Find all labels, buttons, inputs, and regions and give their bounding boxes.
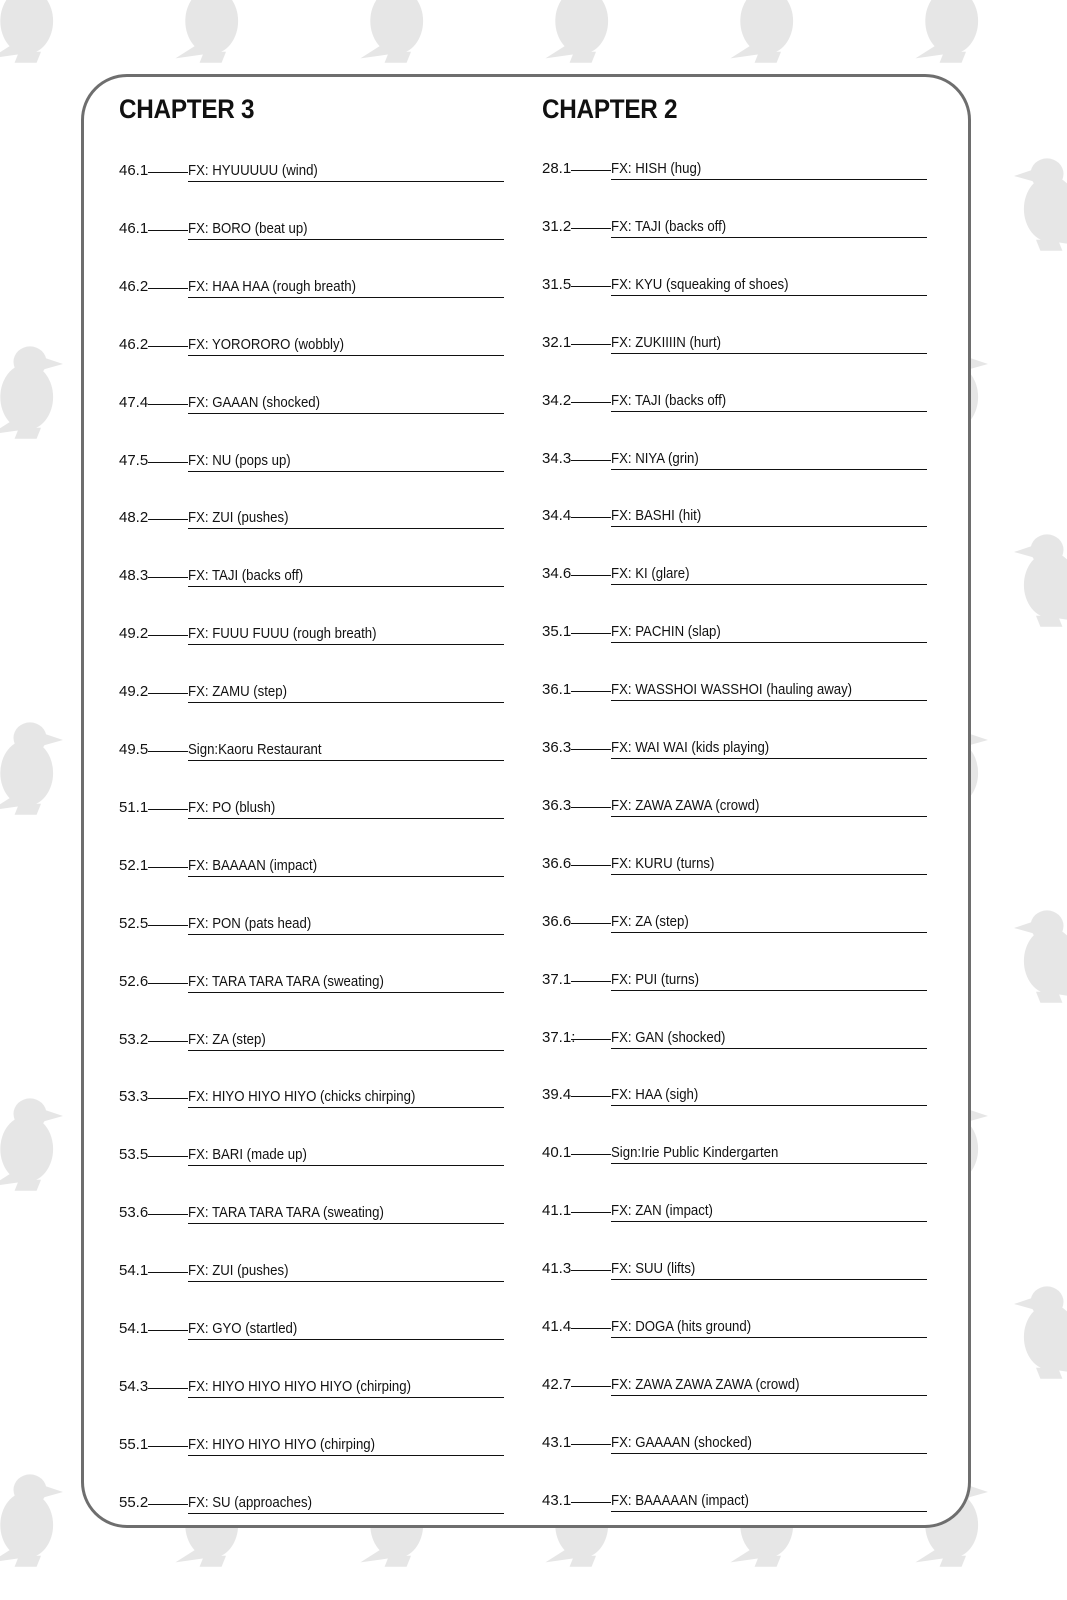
fx-description: FX: NIYA (grin) xyxy=(611,449,699,467)
fx-description: FX: TARA TARA TARA (sweating) xyxy=(188,1204,384,1222)
fx-description: FX: TAJI (backs off) xyxy=(188,567,304,585)
leader-line xyxy=(571,517,611,518)
fx-description: Sign:Kaoru Restaurant xyxy=(188,741,322,758)
fx-entry xyxy=(542,965,927,991)
fx-entry xyxy=(119,967,504,993)
fx-description: FX: TAJI (backs off) xyxy=(611,391,727,409)
entry-underline xyxy=(188,818,504,819)
entry-underline xyxy=(188,528,504,529)
page-number: 34.2 xyxy=(542,391,572,409)
fx-description: FX: ZAWA ZAWA (crowd) xyxy=(611,796,760,814)
fx-entry xyxy=(542,907,927,933)
leader-line xyxy=(571,633,611,634)
page-number: 43.1 xyxy=(542,1491,572,1509)
fx-description: FX: KI (glare) xyxy=(611,565,690,583)
leader-line xyxy=(148,1214,188,1215)
leader-line xyxy=(571,1444,611,1445)
page-number: 36.3 xyxy=(542,739,572,756)
fx-description: FX: BAAAAN (impact) xyxy=(188,856,318,874)
fx-entry xyxy=(542,444,927,470)
leader-line xyxy=(148,1330,188,1331)
entry-underline xyxy=(611,1453,927,1454)
fx-description: FX: HIYO HIYO HIYO (chirping) xyxy=(188,1435,376,1453)
page-number: 54.1 xyxy=(119,1262,149,1280)
fx-description: FX: TAJI (backs off) xyxy=(611,217,727,235)
page-number: 48.3 xyxy=(119,567,149,585)
leader-line xyxy=(571,344,611,345)
entry-underline xyxy=(611,1511,927,1512)
fx-entry xyxy=(542,1486,927,1512)
leader-line xyxy=(148,809,188,810)
fx-description: FX: GAAAAN (shocked) xyxy=(611,1433,752,1451)
fx-entry xyxy=(119,909,504,935)
page-number: 34.4 xyxy=(542,507,572,525)
leader-line xyxy=(571,228,611,229)
entry-underline xyxy=(611,816,927,817)
fx-entry xyxy=(119,1025,504,1051)
entry-underline xyxy=(611,526,927,527)
fx-entry xyxy=(542,733,927,759)
page-number: 37.1 xyxy=(542,970,572,988)
page-number: 41.1 xyxy=(542,1202,572,1220)
leader-line xyxy=(571,807,611,808)
fx-description: FX: SU (approaches) xyxy=(188,1493,312,1511)
entry-underline xyxy=(611,411,927,412)
fx-description: FX: HISH (hug) xyxy=(611,160,702,177)
page-number: 36.6 xyxy=(542,854,572,872)
page-number: 52.1 xyxy=(119,856,149,874)
fx-description: FX: GAN (shocked) xyxy=(611,1028,726,1046)
fx-description: FX: BORO (beat up) xyxy=(188,219,308,237)
leader-line xyxy=(148,751,188,752)
entry-underline xyxy=(611,1221,927,1222)
fx-description: FX: ZAN (impact) xyxy=(611,1202,713,1220)
page-number: 40.1 xyxy=(542,1144,572,1162)
leader-line xyxy=(148,693,188,694)
entry-underline xyxy=(188,413,504,414)
page-number: 49.2 xyxy=(119,625,149,643)
fx-entry xyxy=(119,619,504,645)
page-number: 31.2 xyxy=(542,217,572,235)
entry-underline xyxy=(188,1339,504,1340)
fx-entry xyxy=(119,1488,504,1514)
entry-underline xyxy=(611,874,927,875)
fx-description: FX: HAA HAA (rough breath) xyxy=(188,277,357,295)
page-number: 41.3 xyxy=(542,1260,572,1278)
fx-entry xyxy=(542,1370,927,1396)
penguin-silhouette xyxy=(545,0,618,63)
leader-line xyxy=(571,1154,611,1155)
entry-underline xyxy=(611,469,927,470)
fx-description: FX: HIYO HIYO HIYO (chicks chirping) xyxy=(188,1088,416,1106)
fx-description: FX: NU (pops up) xyxy=(188,451,291,469)
fx-description: FX: KYU (squeaking of shoes) xyxy=(611,275,789,293)
fx-entry xyxy=(542,617,927,643)
page-number: 34.3 xyxy=(542,449,572,467)
penguin-silhouette xyxy=(1014,534,1067,626)
fx-entry xyxy=(542,1138,927,1164)
entry-underline xyxy=(611,1048,927,1049)
entry-underline xyxy=(188,181,504,182)
fx-entry xyxy=(542,212,927,238)
leader-line xyxy=(148,1272,188,1273)
fx-entry xyxy=(119,1314,504,1340)
fx-description: FX: ZAMU (step) xyxy=(188,683,288,701)
penguin-silhouette xyxy=(0,1474,63,1566)
penguin-silhouette xyxy=(175,0,248,63)
fx-description: FX: PO (blush) xyxy=(188,798,276,816)
leader-line xyxy=(148,577,188,578)
entry-underline xyxy=(188,1223,504,1224)
page-number: 36.6 xyxy=(542,912,572,930)
leader-line xyxy=(571,1270,611,1271)
fx-entry xyxy=(119,1140,504,1166)
leader-line xyxy=(571,286,611,287)
leader-line xyxy=(571,1039,611,1040)
page-number: 46.1 xyxy=(119,219,149,237)
fx-description: FX: ZA (step) xyxy=(611,912,689,930)
entry-underline xyxy=(611,295,927,296)
entry-underline xyxy=(611,1337,927,1338)
fx-entry xyxy=(119,503,504,529)
fx-description: FX: BAAAAAN (impact) xyxy=(611,1491,749,1509)
fx-description: FX: ZUKIIIIN (hurt) xyxy=(611,333,722,351)
penguin-silhouette xyxy=(0,346,63,438)
page-number: 46.2 xyxy=(119,335,149,353)
fx-entry xyxy=(119,851,504,877)
fx-description: FX: WASSHOI WASSHOI (hauling away) xyxy=(611,681,853,699)
page-number: 31.5 xyxy=(542,275,572,293)
entry-underline xyxy=(188,876,504,877)
fx-entry xyxy=(542,791,927,817)
leader-line xyxy=(571,981,611,982)
fx-description: FX: GAAAN (shocked) xyxy=(188,393,321,411)
leader-line xyxy=(148,230,188,231)
fx-description: FX: ZAWA ZAWA ZAWA (crowd) xyxy=(611,1375,800,1393)
fx-entry xyxy=(119,214,504,240)
entry-underline xyxy=(611,353,927,354)
leader-line xyxy=(571,865,611,866)
page-number: 49.5 xyxy=(119,741,149,758)
fx-description: FX: SUU (lifts) xyxy=(611,1260,696,1278)
leader-line xyxy=(148,1156,188,1157)
entry-underline xyxy=(188,1050,504,1051)
leader-line xyxy=(571,1386,611,1387)
entry-underline xyxy=(188,1107,504,1108)
chapter-3-title: CHAPTER 3 xyxy=(119,94,255,124)
entry-underline xyxy=(611,179,927,180)
fx-description: FX: WAI WAI (kids playing) xyxy=(611,739,770,756)
entry-underline xyxy=(188,1513,504,1514)
entry-underline xyxy=(188,1281,504,1282)
fx-entry xyxy=(119,446,504,472)
leader-line xyxy=(148,346,188,347)
fx-entry xyxy=(119,388,504,414)
penguin-silhouette xyxy=(1014,910,1067,1002)
entry-underline xyxy=(188,586,504,587)
fx-entry xyxy=(542,1080,927,1106)
page-number: 37.1: xyxy=(542,1028,576,1046)
fx-description: FX: ZA (step) xyxy=(188,1030,266,1048)
leader-line xyxy=(148,983,188,984)
page-number: 42.7 xyxy=(542,1375,572,1393)
entry-underline xyxy=(188,355,504,356)
fx-description: FX: ZUI (pushes) xyxy=(188,509,289,527)
page-number: 46.1 xyxy=(119,162,149,179)
page-number: 28.1 xyxy=(542,160,572,177)
page-number: 48.2 xyxy=(119,509,149,527)
page-number: 32.1 xyxy=(542,333,572,351)
entry-underline xyxy=(611,642,927,643)
leader-line xyxy=(148,1388,188,1389)
leader-line xyxy=(148,288,188,289)
penguin-silhouette xyxy=(1014,158,1067,250)
penguin-silhouette xyxy=(0,1098,63,1190)
fx-description: FX: HYUUUUU (wind) xyxy=(188,162,318,179)
page-number: 53.2 xyxy=(119,1030,149,1048)
page-number: 49.2 xyxy=(119,683,149,701)
fx-entry xyxy=(119,330,504,356)
page-number: 41.4 xyxy=(542,1318,572,1335)
fx-entry xyxy=(542,1254,927,1280)
entry-underline xyxy=(611,1279,927,1280)
fx-entry xyxy=(119,1082,504,1108)
entry-underline xyxy=(611,237,927,238)
fx-description: FX: TARA TARA TARA (sweating) xyxy=(188,972,384,990)
fx-description: FX: DOGA (hits ground) xyxy=(611,1318,752,1335)
leader-line xyxy=(148,462,188,463)
page-number: 55.1 xyxy=(119,1435,149,1453)
fx-entry xyxy=(119,735,504,761)
fx-entry xyxy=(542,501,927,527)
penguin-silhouette xyxy=(0,0,63,63)
page-number: 55.2 xyxy=(119,1493,149,1511)
page-number: 47.5 xyxy=(119,451,149,469)
leader-line xyxy=(571,1502,611,1503)
fx-entry xyxy=(542,1312,927,1338)
leader-line xyxy=(148,404,188,405)
fx-description: FX: HIYO HIYO HIYO HIYO (chirping) xyxy=(188,1377,411,1395)
leader-line xyxy=(571,460,611,461)
fx-description: FX: HAA (sigh) xyxy=(611,1086,699,1104)
entry-underline xyxy=(611,700,927,701)
page-number: 52.6 xyxy=(119,972,149,990)
page-number: 47.4 xyxy=(119,393,149,411)
fx-entry xyxy=(542,154,927,180)
chapter-2-title: CHAPTER 2 xyxy=(542,94,678,124)
entry-underline xyxy=(188,1455,504,1456)
leader-line xyxy=(148,635,188,636)
entry-underline xyxy=(611,990,927,991)
fx-entry xyxy=(542,328,927,354)
leader-line xyxy=(148,172,188,173)
fx-entry xyxy=(542,1023,927,1049)
leader-line xyxy=(148,1446,188,1447)
fx-entry xyxy=(542,675,927,701)
penguin-silhouette xyxy=(1014,1286,1067,1378)
fx-description: FX: GYO (startled) xyxy=(188,1320,298,1337)
fx-entry xyxy=(542,1196,927,1222)
fx-description: FX: YORORORO (wobbly) xyxy=(188,335,344,353)
leader-line xyxy=(571,402,611,403)
entry-underline xyxy=(611,1395,927,1396)
entry-underline xyxy=(188,702,504,703)
fx-entry xyxy=(542,270,927,296)
leader-line xyxy=(571,749,611,750)
fx-description: FX: PON (pats head) xyxy=(188,914,312,932)
fx-entry xyxy=(542,386,927,412)
leader-line xyxy=(571,1212,611,1213)
entry-underline xyxy=(188,297,504,298)
entry-underline xyxy=(188,644,504,645)
entry-underline xyxy=(188,934,504,935)
fx-entry xyxy=(119,1256,504,1282)
page-number: 54.1 xyxy=(119,1320,149,1337)
page-number: 52.5 xyxy=(119,914,149,932)
leader-line xyxy=(148,1041,188,1042)
page-number: 39.4 xyxy=(542,1086,572,1104)
fx-entry xyxy=(119,1430,504,1456)
fx-entry xyxy=(119,1198,504,1224)
entry-underline xyxy=(188,471,504,472)
leader-line xyxy=(571,1096,611,1097)
page-number: 35.1 xyxy=(542,623,572,641)
entry-underline xyxy=(188,239,504,240)
page-number: 36.3 xyxy=(542,796,572,814)
leader-line xyxy=(571,691,611,692)
page-number: 34.6 xyxy=(542,565,572,583)
fx-entry xyxy=(119,272,504,298)
leader-line xyxy=(571,170,611,171)
leader-line xyxy=(571,923,611,924)
fx-entry xyxy=(542,849,927,875)
page-number: 54.3 xyxy=(119,1377,149,1395)
penguin-silhouette xyxy=(730,0,803,63)
fx-description: FX: BARI (made up) xyxy=(188,1146,307,1164)
fx-description: FX: KURU (turns) xyxy=(611,854,715,872)
entry-underline xyxy=(188,992,504,993)
entry-underline xyxy=(611,584,927,585)
fx-description: FX: ZUI (pushes) xyxy=(188,1262,289,1280)
fx-entry xyxy=(119,677,504,703)
fx-entry xyxy=(119,156,504,182)
leader-line xyxy=(148,867,188,868)
page-number: 46.2 xyxy=(119,277,149,295)
entry-underline xyxy=(188,1165,504,1166)
fx-entry xyxy=(119,793,504,819)
entry-underline xyxy=(188,760,504,761)
fx-description: FX: BASHI (hit) xyxy=(611,507,702,525)
leader-line xyxy=(571,575,611,576)
penguin-silhouette xyxy=(915,0,988,63)
fx-entry xyxy=(542,1428,927,1454)
page-number: 53.3 xyxy=(119,1088,149,1106)
fx-entry xyxy=(119,561,504,587)
entry-underline xyxy=(611,1105,927,1106)
leader-line xyxy=(148,519,188,520)
page-number: 36.1 xyxy=(542,681,572,699)
leader-line xyxy=(148,1504,188,1505)
page-number: 43.1 xyxy=(542,1433,572,1451)
leader-line xyxy=(148,925,188,926)
fx-description: FX: FUUU FUUU (rough breath) xyxy=(188,625,377,643)
page-number: 51.1 xyxy=(119,798,149,816)
page-number: 53.6 xyxy=(119,1204,149,1222)
entry-underline xyxy=(611,932,927,933)
fx-description: FX: PUI (turns) xyxy=(611,970,700,988)
penguin-silhouette xyxy=(0,722,63,814)
fx-entry xyxy=(542,559,927,585)
entry-underline xyxy=(188,1397,504,1398)
fx-description: Sign:Irie Public Kindergarten xyxy=(611,1144,779,1162)
entry-underline xyxy=(611,758,927,759)
fx-entry xyxy=(119,1372,504,1398)
page-number: 53.5 xyxy=(119,1146,149,1164)
entry-underline xyxy=(611,1163,927,1164)
leader-line xyxy=(148,1098,188,1099)
penguin-silhouette xyxy=(360,0,433,63)
leader-line xyxy=(571,1328,611,1329)
fx-description: FX: PACHIN (slap) xyxy=(611,623,721,641)
